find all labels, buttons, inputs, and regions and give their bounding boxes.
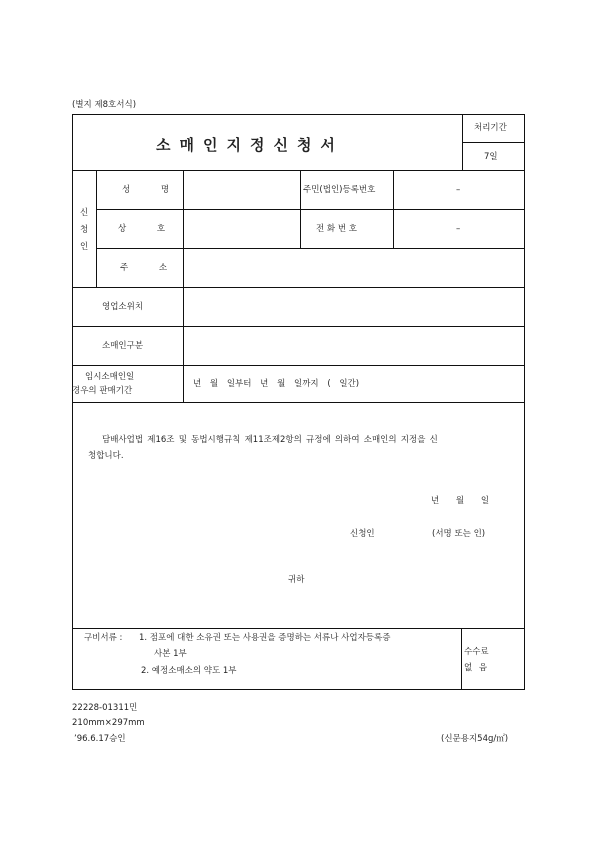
fee-value: 없 음 — [464, 663, 488, 673]
application-date: 년 월 일 — [431, 496, 490, 506]
form-code: 22228-01311민 — [72, 703, 138, 713]
phone-dash: – — [456, 224, 461, 234]
signature-instruction: (서명 또는 인) — [432, 529, 486, 539]
attachment-item-1-line2: 사본 1부 — [154, 649, 187, 659]
name-label: 성 명 — [122, 185, 184, 195]
phone-label: 전 화 번 호 — [316, 224, 357, 234]
paper-size: 210mm×297mm — [72, 718, 145, 728]
retailer-type-label: 소매인구분 — [102, 341, 144, 351]
paper-type: (신문용지54g/㎡) — [441, 734, 509, 744]
id-number-dash: – — [456, 185, 461, 195]
temporary-label-line1: 임시소매인일 — [85, 372, 135, 382]
temporary-label-line2: 경우의 판매기간 — [72, 386, 133, 396]
addressee-label: 귀하 — [288, 575, 305, 585]
processing-period-label: 처리기간 — [474, 123, 507, 133]
fee-label: 수수료 — [464, 647, 489, 657]
approval-date: ’96.6.17승인 — [74, 734, 126, 744]
applicant-signature-label: 신청인 — [350, 529, 375, 539]
attachment-item-1-line1: 1. 점포에 대한 소유권 또는 사용권을 증명하는 서류나 사업자등록증 — [139, 633, 391, 643]
application-statement-line1: 담배사업법 제16조 및 동법시행규칙 제11조제2항의 규정에 의하여 소매인의 지정을 신 — [102, 435, 438, 445]
application-statement-line2: 청합니다. — [88, 451, 124, 461]
applicant-label-char-3: 인 — [80, 242, 89, 252]
processing-period-value: 7일 — [484, 152, 498, 162]
id-number-label: 주민(법인)등록번호 — [303, 185, 376, 195]
applicant-label-char-2: 청 — [80, 225, 89, 235]
form-number-tag: (별지 제8호서식) — [72, 100, 137, 110]
form-title: 소매인지정신청서 — [156, 136, 344, 154]
address-label: 주 소 — [120, 263, 182, 273]
temporary-period-value: 년 월 일부터 년 월 일까지 ( 일간) — [193, 379, 360, 389]
trade-name-label: 상 호 — [118, 224, 180, 234]
attachments-prefix: 구비서류 : — [84, 633, 123, 643]
business-location-label: 영업소위치 — [102, 302, 144, 312]
attachment-item-2: 2. 예정소매소의 약도 1부 — [141, 666, 237, 676]
applicant-label-char-1: 신 — [80, 208, 89, 218]
